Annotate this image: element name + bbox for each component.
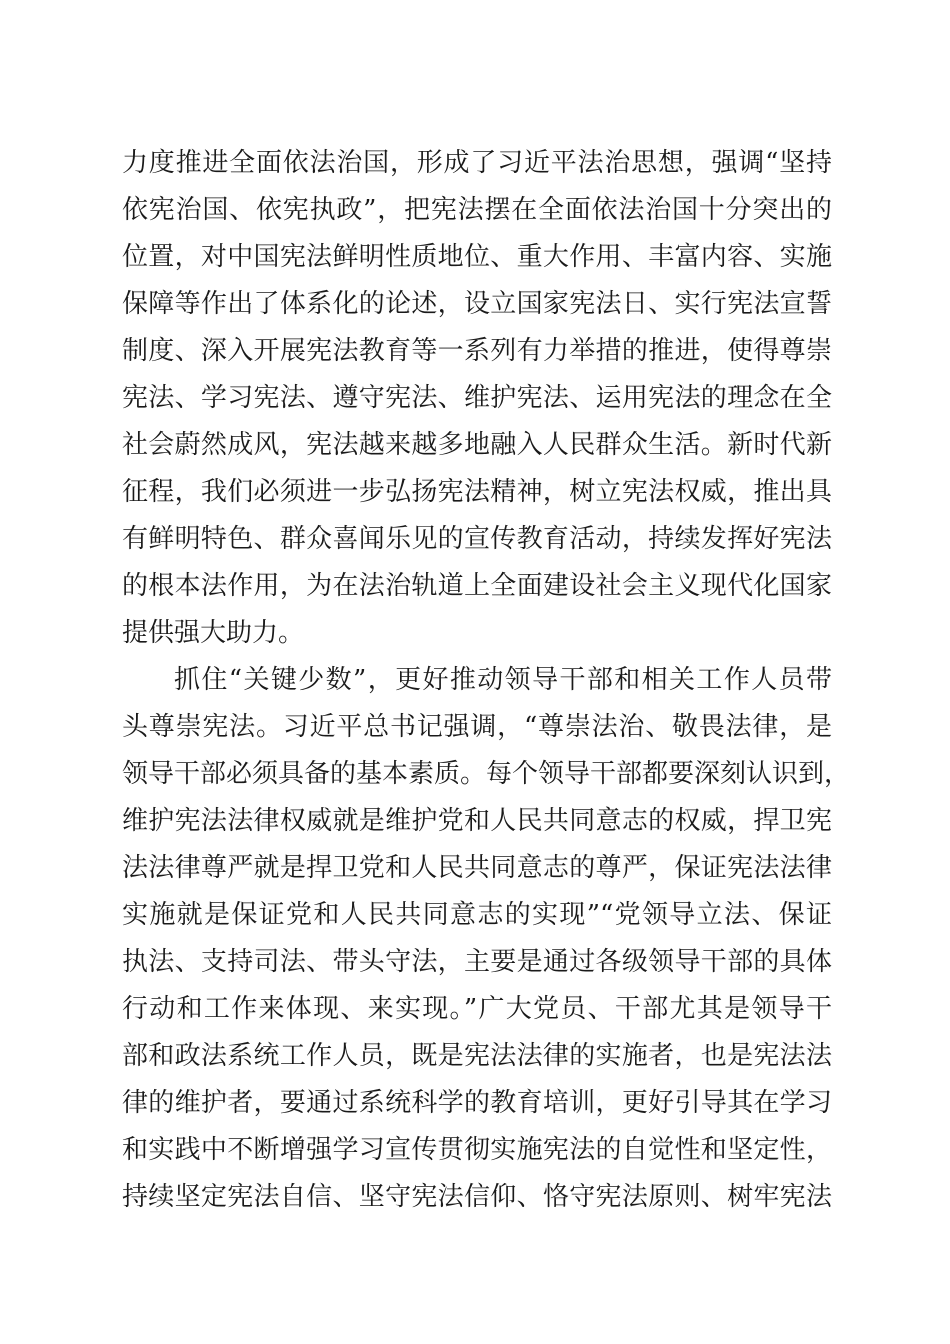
text-line: 执法、支持司法、带头守法，主要是通过各级领导干部的具体	[122, 947, 832, 977]
text-line: 领导干部必须具备的基本素质。每个领导干部都要深刻认识到，	[122, 759, 851, 789]
text-line: 力度推进全面依法治国，形成了习近平法治思想，强调“坚持	[122, 148, 832, 178]
text-line: 保障等作出了体系化的论述，设立国家宪法日、实行宪法宣誓	[122, 289, 832, 319]
text-line: 制度、深入开展宪法教育等一系列有力举措的推进，使得尊崇	[122, 336, 832, 366]
text-line: 头尊崇宪法。习近平总书记强调，“尊崇法治、敬畏法律，是	[122, 712, 832, 742]
text-line: 有鲜明特色、群众喜闻乐见的宣传教育活动，持续发挥好宪法	[122, 524, 832, 554]
text-line: 宪法、学习宪法、遵守宪法、维护宪法、运用宪法的理念在全	[122, 383, 832, 413]
paragraph-2	[122, 657, 851, 1221]
text-line: 持续坚定宪法自信、坚守宪法信仰、恪守宪法原则、树牢宪法	[122, 1182, 832, 1212]
text-line: 和实践中不断增强学习宣传贯彻实施宪法的自觉性和坚定性，	[122, 1135, 832, 1165]
text-line: 提供强大助力。	[122, 618, 305, 648]
text-line: 抓住“关键少数”，更好推动领导干部和相关工作人员带	[174, 665, 832, 695]
text-line: 实施就是保证党和人民共同意志的实现”“党领导立法、保证	[122, 900, 832, 930]
text-line: 行动和工作来体现、来实现。”广大党员、干部尤其是领导干	[122, 994, 832, 1024]
paragraph-1	[122, 140, 832, 657]
document-body	[122, 140, 851, 1221]
text-line: 征程，我们必须进一步弘扬宪法精神，树立宪法权威，推出具	[122, 477, 832, 507]
text-line: 律的维护者，要通过系统科学的教育培训，更好引导其在学习	[122, 1088, 832, 1118]
text-line: 依宪治国、依宪执政”，把宪法摆在全面依法治国十分突出的	[122, 195, 832, 225]
text-line: 的根本法作用，为在法治轨道上全面建设社会主义现代化国家	[122, 571, 832, 601]
text-line: 社会蔚然成风，宪法越来越多地融入人民群众生活。新时代新	[122, 430, 832, 460]
text-line: 维护宪法法律权威就是维护党和人民共同意志的权威，捍卫宪	[122, 806, 832, 836]
text-line: 位置，对中国宪法鲜明性质地位、重大作用、丰富内容、实施	[122, 242, 832, 272]
text-line: 法法律尊严就是捍卫党和人民共同意志的尊严，保证宪法法律	[122, 853, 832, 883]
text-line: 部和政法系统工作人员，既是宪法法律的实施者，也是宪法法	[122, 1041, 832, 1071]
